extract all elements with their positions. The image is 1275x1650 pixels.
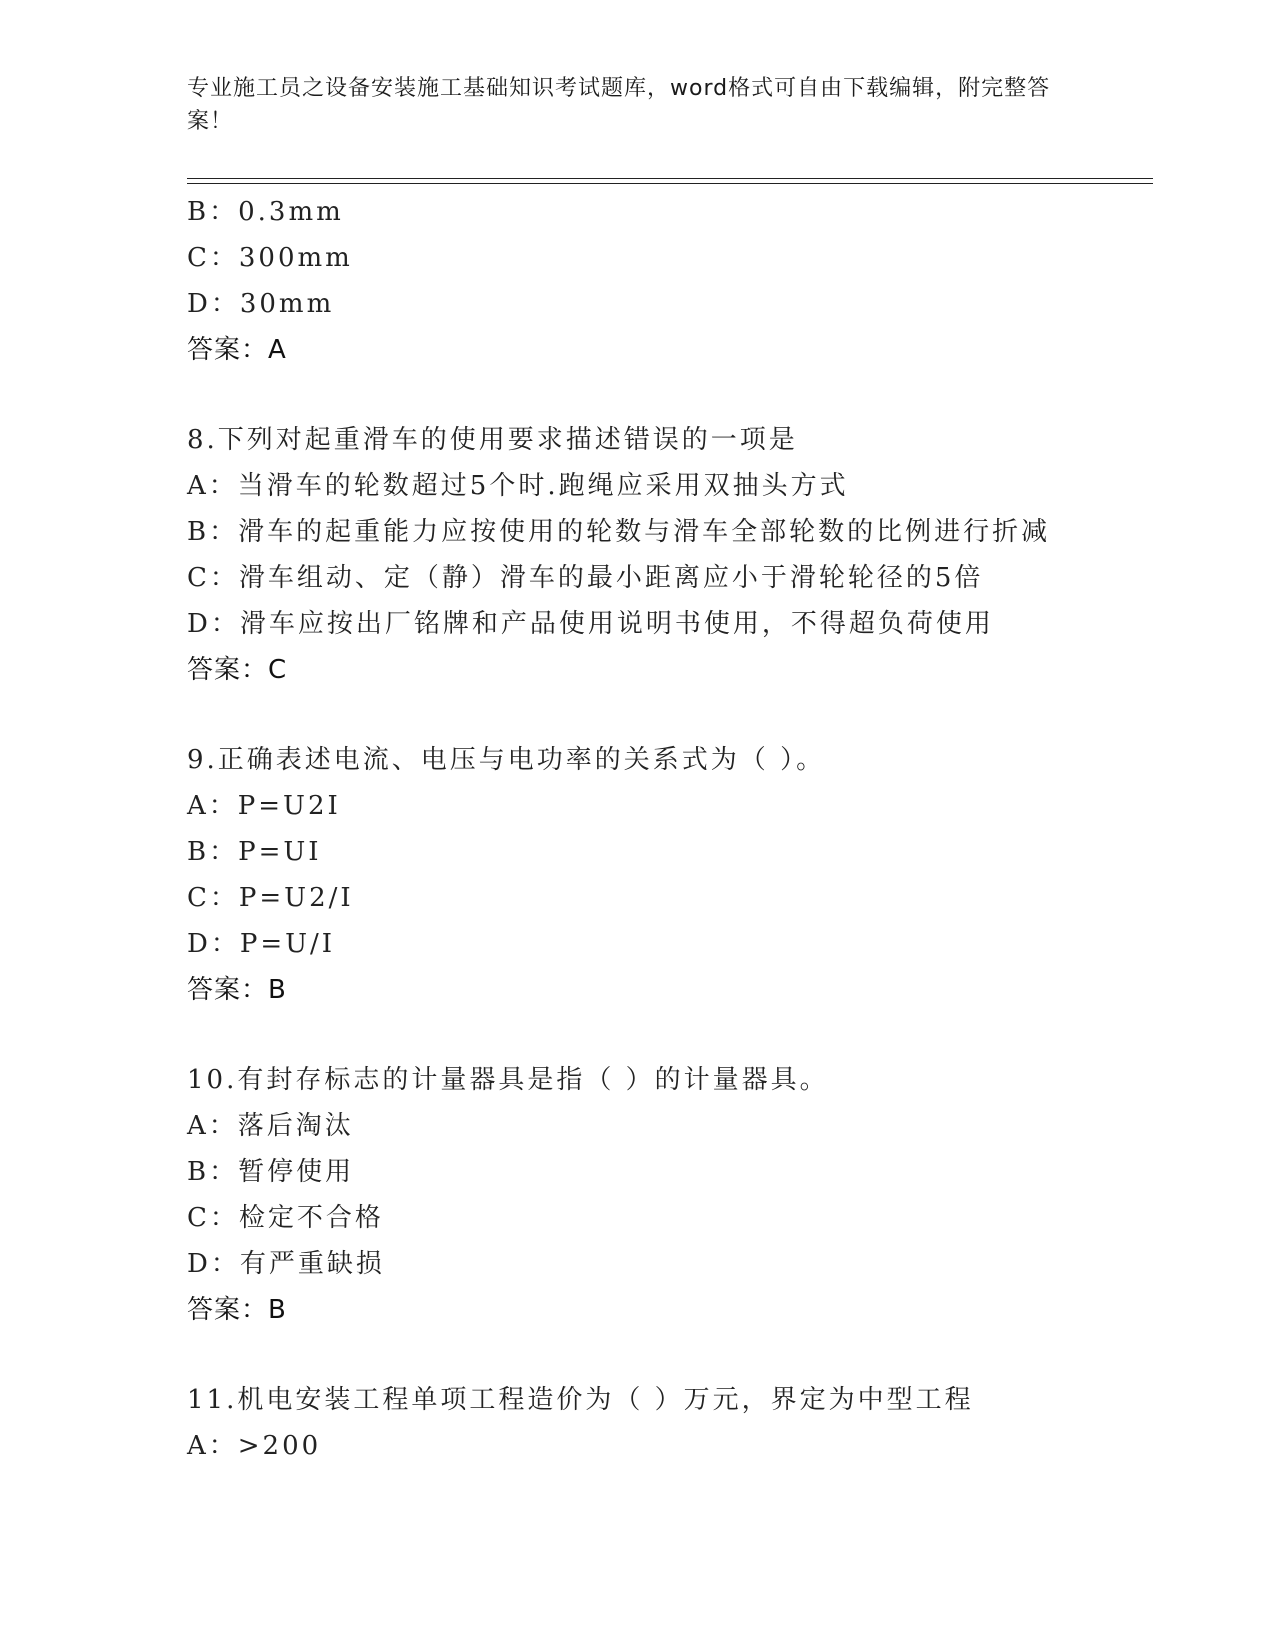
question-block-9 [187,737,1147,1013]
answer-line: 答案：B [187,1295,287,1325]
question-text: 10.有封存标志的计量器具是指（ ）的计量器具。 [187,1065,829,1095]
option-c: C：滑车组动、定（静）滑车的最小距离应小于滑轮轮径的5倍 [187,563,984,593]
option-d: D：有严重缺损 [187,1249,385,1279]
question-block-11 [187,1377,1147,1469]
answer-line: 答案：B [187,975,287,1005]
option-c: C：300mm [187,243,353,273]
question-text: 11.机电安装工程单项工程造价为（ ）万元，界定为中型工程 [187,1385,974,1415]
question-text: 9.正确表述电流、电压与电功率的关系式为（ ）。 [187,745,826,775]
option-b: B：0.3mm [187,197,344,227]
option-a: A：落后淘汰 [187,1111,354,1141]
option-b: B：滑车的起重能力应按使用的轮数与滑车全部轮数的比例进行折减 [187,517,1051,547]
header-divider-bottom [187,183,1153,184]
option-a: A：P=U2I [187,791,341,821]
document-header: 专业施工员之设备安装施工基础知识考试题库，word格式可自由下载编辑，附完整答案！ [187,76,1051,134]
question-block-10 [187,1057,1147,1333]
answer-line: 答案：C [187,655,288,685]
option-a: A：>200 [187,1431,322,1461]
question-block-continued [187,189,1147,373]
question-list [187,189,1147,1469]
question-block-8 [187,417,1147,693]
header-divider-top [187,178,1153,179]
option-b: B：暂停使用 [187,1157,355,1187]
question-text: 8.下列对起重滑车的使用要求描述错误的一项是 [187,425,798,455]
option-b: B：P=UI [187,837,322,867]
option-d: D：滑车应按出厂铭牌和产品使用说明书使用，不得超负荷使用 [187,609,994,639]
answer-line: 答案：A [187,335,287,365]
option-d: D：P=U/I [187,929,336,959]
option-a: A：当滑车的轮数超过5个时.跑绳应采用双抽头方式 [187,471,849,501]
option-d: D：30mm [187,289,335,319]
option-c: C：P=U2/I [187,883,354,913]
option-c: C：检定不合格 [187,1203,384,1233]
